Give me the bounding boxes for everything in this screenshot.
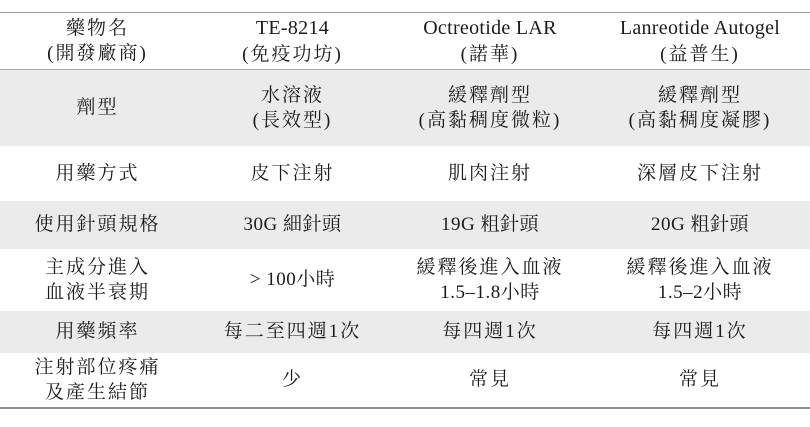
cell-text: (高黏稠度凝膠): [628, 110, 772, 131]
cell-text: 水溶液: [260, 84, 324, 106]
cell-text: 1.5–2小時: [657, 282, 743, 303]
cell-text: 緩釋後進入血液: [416, 256, 564, 278]
cell-text: 皮下注射: [250, 162, 335, 184]
row-label-text: 主成分進入: [44, 256, 150, 278]
table-header-row: [0, 13, 810, 70]
cell: [195, 267, 390, 292]
drug-maker: (益普生): [660, 43, 740, 65]
row-label: [0, 95, 195, 120]
drug-name: Lanreotide Autogel: [619, 17, 781, 40]
header-label-line1: 藥物名: [65, 17, 129, 39]
drug-name: Octreotide LAR: [423, 17, 557, 40]
cell-text: 少: [281, 369, 303, 391]
cell: [390, 212, 590, 237]
cell-text: 肌肉注射: [447, 162, 532, 184]
cell-text: 每四週1次: [442, 321, 538, 343]
table-row-half-life: [0, 249, 810, 311]
cell: [590, 255, 810, 305]
cell-text: 1.5–1.8小時: [440, 282, 540, 303]
cell: [195, 212, 390, 237]
row-label-text: 注射部位疼痛: [34, 356, 161, 378]
cell: [195, 319, 390, 344]
cell: [390, 367, 590, 392]
cell: [590, 367, 810, 392]
row-label-text: 及產生結節: [44, 382, 150, 403]
table-row-needle-gauge: [0, 201, 810, 249]
cell: [390, 83, 590, 133]
drug-name: TE-8214: [255, 17, 330, 40]
table-row-administration: [0, 146, 810, 201]
table-row-dosing-frequency: [0, 311, 810, 353]
cell-text: 19G 粗針頭: [441, 214, 539, 236]
cell: [590, 319, 810, 344]
cell-text: 緩釋劑型: [657, 84, 742, 106]
row-label-text: 用藥頻率: [55, 321, 140, 343]
cell-text: 常見: [468, 369, 511, 391]
cell: [195, 83, 390, 133]
cell-text: 緩釋劑型: [447, 84, 532, 106]
cell-text: 20G 粗針頭: [651, 214, 749, 236]
cell: [590, 161, 810, 186]
cell-text: 30G 細針頭: [243, 214, 342, 236]
cell-text: (高黏稠度微粒): [418, 110, 562, 131]
row-label: [0, 255, 195, 305]
header-label-line2: (開發廠商): [47, 43, 148, 64]
cell: [590, 212, 810, 237]
cell-text: 深層皮下注射: [636, 162, 763, 184]
cell-text: 緩釋後進入血液: [626, 256, 774, 278]
cell: [195, 161, 390, 186]
cell-text: 每四週1次: [652, 321, 748, 343]
cell: [590, 83, 810, 133]
row-label-text: 用藥方式: [55, 162, 140, 184]
cell: [390, 161, 590, 186]
drug-comparison-table: [0, 12, 810, 409]
row-label-text: 劑型: [76, 97, 119, 119]
cell-text: 常見: [678, 369, 721, 391]
table-row-dosage-form: [0, 70, 810, 146]
cell-text: > 100小時: [249, 269, 336, 291]
cell: [390, 255, 590, 305]
table-row-injection-site-pain: [0, 353, 810, 407]
drug-maker: (諾華): [460, 43, 520, 65]
cell: [390, 319, 590, 344]
header-row-label: [0, 16, 195, 66]
row-label: [0, 355, 195, 405]
column-header-lanreotide: [590, 15, 810, 66]
drug-maker: (免疫功坊): [242, 43, 343, 65]
row-label: [0, 319, 195, 344]
row-label-text: 血液半衰期: [44, 282, 150, 303]
row-label-text: 使用針頭規格: [34, 214, 161, 236]
row-label: [0, 212, 195, 237]
cell-text: (長效型): [252, 110, 333, 131]
row-label: [0, 161, 195, 186]
column-header-octreotide: [390, 15, 590, 66]
cell-text: 每二至四週1次: [223, 321, 362, 343]
cell: [195, 367, 390, 392]
column-header-te8214: [195, 15, 390, 66]
